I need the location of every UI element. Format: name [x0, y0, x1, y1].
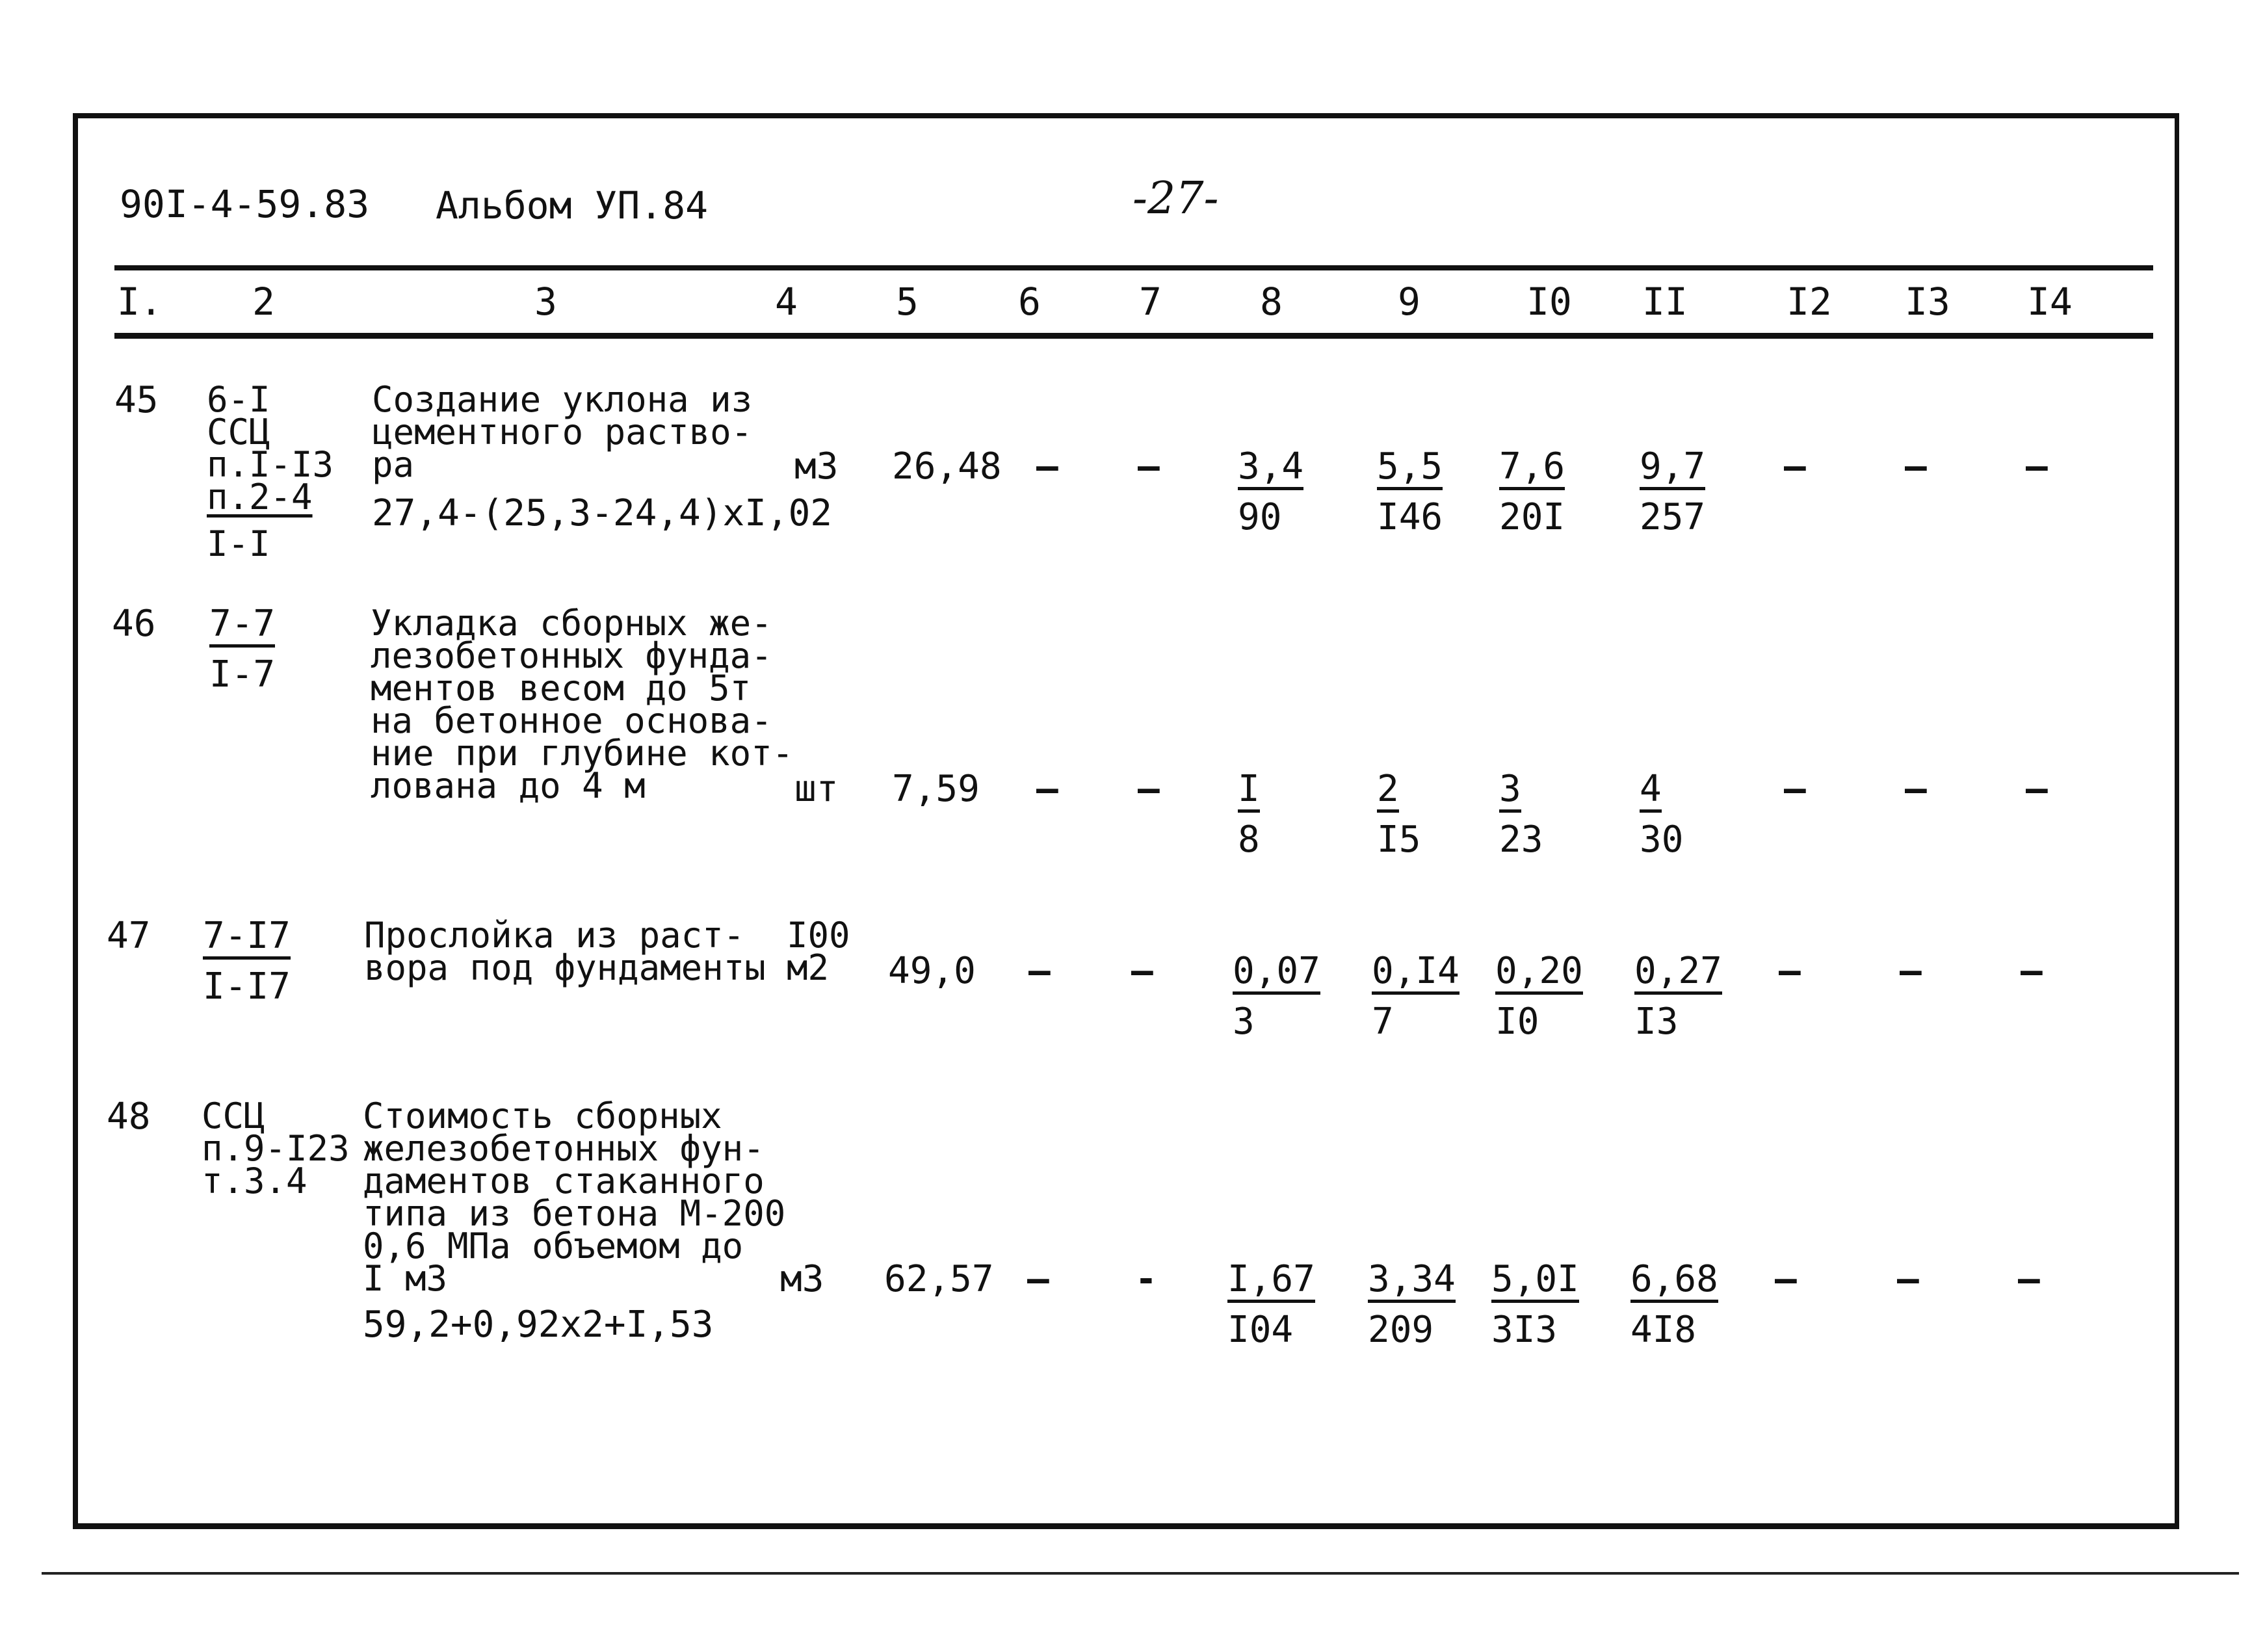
column-number: 8 [1260, 280, 1283, 324]
row-code-fraction: $\frac{7-I7}{I-I7}$ [203, 915, 291, 1008]
column-number: 4 [775, 280, 798, 324]
column-number: 7 [1139, 280, 1162, 324]
header-bottom-rule [114, 333, 2153, 339]
row-description: Укладка сборных же- лезобетонных фунда- ментов весом до 5т на бетонное основа- ние при глубине кот- лована до 4 м [371, 603, 794, 806]
row-col13: – [1905, 445, 1927, 488]
row-col6: – [1036, 768, 1058, 810]
page-number: -27- [1132, 173, 1219, 224]
row-col8-fraction: $\frac{0,07}{3}$ [1233, 950, 1320, 1043]
album-title: Альбом УП.84 [436, 183, 709, 228]
row-number: 47 [107, 915, 151, 957]
row-col12: – [1784, 768, 1806, 810]
row-col6: – [1027, 1258, 1049, 1300]
column-number: II [1642, 280, 1688, 324]
row-col10-fraction: $\frac{0,20}{I0}$ [1495, 950, 1583, 1043]
row-formula: 59,2+0,92x2+I,53 [363, 1304, 714, 1346]
row-col14: – [2026, 445, 2048, 488]
row-unit: I00 м2 [787, 915, 850, 988]
row-col7: – [1131, 950, 1153, 992]
row-col6: – [1028, 950, 1051, 992]
row-col13: – [1900, 950, 1922, 992]
row-col10-fraction: $\frac{5,0I}{3I3}$ [1491, 1258, 1579, 1351]
row-quantity: 26,48 [892, 445, 1002, 488]
column-number: I. [117, 280, 163, 324]
document-code: 90I-4-59.83 [120, 182, 370, 226]
row-col10-fraction: $\frac{3}{23}$ [1499, 768, 1543, 861]
header-top-rule [114, 265, 2153, 270]
row-col11-fraction: $\frac{4}{30}$ [1640, 768, 1684, 861]
row-unit: м3 [794, 445, 839, 488]
column-number: 3 [534, 280, 557, 324]
row-col14: – [2021, 950, 2043, 992]
row-code: 6-I ССЦ п.I-I3 п.2-4 [207, 379, 334, 518]
row-col13: – [1905, 768, 1927, 810]
column-number: 5 [896, 280, 919, 324]
row-col8-fraction: $\frac{3,4}{90}$ [1238, 445, 1304, 538]
row-col12: – [1775, 1258, 1797, 1300]
row-col14: – [2026, 768, 2048, 810]
row-col11-fraction: $\frac{0,27}{I3}$ [1634, 950, 1722, 1043]
row-col10-fraction: $\frac{7,6}{20I}$ [1499, 445, 1565, 538]
row-quantity: 62,57 [884, 1258, 994, 1300]
column-number: I4 [2027, 280, 2073, 324]
row-number: 46 [112, 603, 156, 645]
column-number: I0 [1526, 280, 1572, 324]
column-number: I2 [1787, 280, 1832, 324]
column-number: I3 [1905, 280, 1950, 324]
row-description: Стоимость сборных железобетонных фун- даментов стаканного типа из бетона М-200 0,6 МПа объемом до I м3 [363, 1095, 786, 1299]
column-number: 6 [1018, 280, 1041, 324]
page-bottom-rule [42, 1572, 2239, 1575]
row-col8-fraction: $\frac{I,67}{I04}$ [1227, 1258, 1315, 1351]
column-number: 9 [1398, 280, 1421, 324]
row-formula: 27,4-(25,3-24,4)xI,02 [372, 492, 833, 534]
row-col6: – [1036, 445, 1058, 488]
row-number: 45 [114, 379, 159, 421]
row-col11-fraction: $\frac{6,68}{4I8}$ [1630, 1258, 1718, 1351]
row-code-denominator: I-I [207, 523, 270, 564]
row-col9-fraction: $\frac{5,5}{I46}$ [1377, 445, 1443, 538]
row-unit: шт [794, 768, 839, 810]
row-quantity: 49,0 [888, 950, 976, 992]
row-code-fraction: $\frac{7-7}{I-7}$ [209, 603, 276, 696]
row-col13: – [1897, 1258, 1919, 1300]
row-unit: м3 [780, 1258, 824, 1300]
row-col7: - [1135, 1258, 1157, 1300]
row-description: Создание уклона из цементного раство- ра [372, 379, 753, 485]
row-col11-fraction: $\frac{9,7}{257}$ [1640, 445, 1706, 538]
row-description: Прослойка из раст- вора под фундаменты [364, 915, 766, 988]
row-col7: – [1138, 445, 1160, 488]
row-quantity: 7,59 [892, 768, 980, 810]
column-number: 2 [252, 280, 275, 324]
row-col9-fraction: $\frac{2}{I5}$ [1377, 768, 1421, 861]
row-col9-fraction: $\frac{0,I4}{7}$ [1372, 950, 1460, 1043]
row-number: 48 [107, 1095, 151, 1138]
row-col7: – [1138, 768, 1160, 810]
row-col12: – [1779, 950, 1801, 992]
row-col12: – [1784, 445, 1806, 488]
row-code: ССЦ п.9-I23 т.3.4 [202, 1095, 350, 1201]
row-col8-fraction: $\frac{I}{8}$ [1238, 768, 1260, 861]
row-col14: – [2018, 1258, 2040, 1300]
row-col9-fraction: $\frac{3,34}{209}$ [1368, 1258, 1456, 1351]
